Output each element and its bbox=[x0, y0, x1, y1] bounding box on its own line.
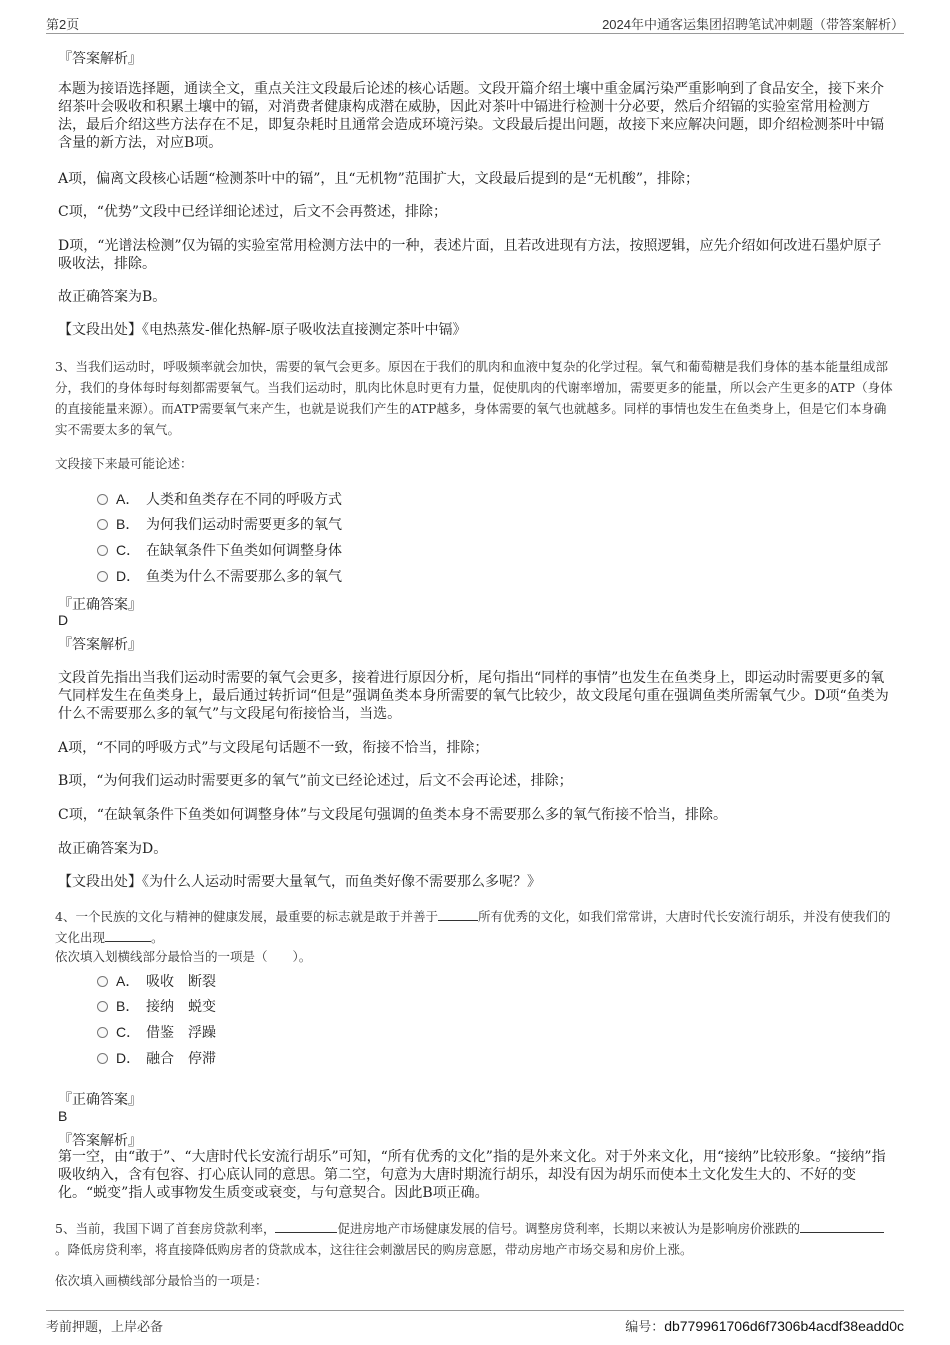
q4-analysis-paragraph: 第一空，由“敢于”、“大唐时代长安流行胡乐”可知，“所有优秀的文化”指的是外来文化。对于外来文化，用“接纳”比较形象。“接纳”指吸收纳入，含有包容、打心底认同的意思。第二空，句意为大唐时期流行胡乐，却没有因为胡乐而使本土文化发生大的、不好的变化。“蜕变”指人或事物发生质变或衰变，与句意契合。因此B项正确。 bbox=[58, 1149, 886, 1201]
q3-prompt: 文段接下来最可能论述： bbox=[55, 456, 193, 471]
q4-stem: 4、一个民族的文化与精神的健康发展，最重要的标志就是敢于并善于 所有优秀的文化，如我们常常讲，大唐时代长安流行胡乐，并没有使我们的文化出现 。 bbox=[55, 909, 891, 945]
q2-analysis-option-c: C项，“优势”文段中已经详细论述过，后文不会再赘述，排除； bbox=[58, 204, 448, 220]
document-title: 2024年中通客运集团招聘笔试冲刺题（带答案解析） bbox=[602, 17, 904, 32]
q5-prompt: 依次填入画横线部分最恰当的一项是： bbox=[55, 1273, 268, 1288]
q3-analysis-option-b: B项，“为何我们运动时需要更多的氧气”前文已经论述过，后文不会再论述，排除； bbox=[58, 773, 573, 789]
q2-analysis-option-a: A项，偏离文段核心话题“检测茶叶中的镉”，且“无机物”范围扩大，文段最后提到的是“无机酸”，排除； bbox=[58, 171, 700, 187]
q2-conclusion: 故正确答案为B。 bbox=[58, 289, 167, 305]
q4-option-a[interactable]: A． 吸收 断裂 bbox=[97, 972, 216, 991]
radio-icon[interactable] bbox=[97, 571, 108, 582]
q3-answer-label: 『正确答案』 bbox=[58, 597, 142, 613]
q3-source: 【文段出处】《为什么人运动时需要大量氧气，而鱼类好像不需要那么多呢？》 bbox=[58, 874, 541, 890]
q2-analysis-paragraph: 本题为接语选择题，通读全文，重点关注文段最后论述的核心话题。文段开篇介绍土壤中重金属污染严重影响到了食品安全，接下来介绍茶叶会吸收和积累土壤中的镉，对消费者健康构成潜在威胁，因此对茶叶中镉进行检测十分必要，然后介绍镉的实验室常用检测方法，最后介绍这些方法存在不足，即复杂耗时且通常会造成环境污染。文段最后提出问题，故接下来应解决问题，即介绍检测茶叶中镉含量的新方法，对应B项。 bbox=[58, 81, 884, 151]
fill-blank bbox=[105, 929, 151, 942]
q3-conclusion: 故正确答案为D。 bbox=[58, 841, 168, 857]
q3-option-c[interactable]: C． 在缺氧条件下鱼类如何调整身体 bbox=[97, 541, 342, 560]
q4-answer-label: 『正确答案』 bbox=[58, 1092, 142, 1108]
q4-option-d[interactable]: D． 融合 停滞 bbox=[97, 1049, 216, 1068]
page-footer bbox=[46, 1310, 904, 1341]
radio-icon[interactable] bbox=[97, 1053, 108, 1064]
q3-analysis-paragraph: 文段首先指出当我们运动时需要的氧气会更多，接着进行原因分析，尾句指出“同样的事情”也发生在鱼类身上，即运动时需要更多的氧气同样发生在鱼类身上，最后通过转折词“但是”强调鱼类本身所需要的氧气比较少，故文段尾句重在强调鱼类所需氧气少。D项“鱼类为什么不需要那么多的氧气”与文段尾句衔接恰当，当选。 bbox=[58, 670, 889, 722]
q3-stem: 3、当我们运动时，呼吸频率就会加快，需要的氧气会更多。原因在于我们的肌肉和血液中复杂的化学过程。氧气和葡萄糖是我们身体的基本能量组成部分，我们的身体每时每刻都需要氧气。当我们运动时，肌肉比休息时更有力量，促使肌肉的代谢率增加，需要更多的能量，所以会产生更多的ATP（身体的直接能量来源）。而ATP需要氧气来产生，也就是说我们产生的ATP越多，身体需要的氧气也就越多。同样的事情也发生在鱼类身上，但是它们本身确实不需要太多的氧气。 bbox=[55, 359, 893, 437]
q3-analysis-label: 『答案解析』 bbox=[58, 637, 142, 653]
radio-icon[interactable] bbox=[97, 1027, 108, 1038]
page-number: 第2页 bbox=[46, 17, 80, 32]
q2-source: 【文段出处】《电热蒸发-催化热解-原子吸收法直接测定茶叶中镉》 bbox=[58, 322, 467, 338]
radio-icon[interactable] bbox=[97, 519, 108, 530]
q2-analysis-label: 『答案解析』 bbox=[58, 51, 142, 67]
q3-option-d[interactable]: D． 鱼类为什么不需要那么多的氧气 bbox=[97, 567, 342, 586]
fill-blank bbox=[275, 1220, 337, 1233]
q4-prompt: 依次填入划横线部分最恰当的一项是（ ）。 bbox=[55, 949, 312, 964]
footer-slogan: 考前押题，上岸必备 bbox=[46, 1319, 164, 1334]
q4-answer: B bbox=[58, 1108, 68, 1124]
q3-analysis-option-c: C项，“在缺氧条件下鱼类如何调整身体”与文段尾句强调的鱼类本身不需要那么多的氧气衔接不恰当，排除。 bbox=[58, 807, 728, 823]
fill-blank bbox=[800, 1220, 884, 1233]
q2-analysis-option-d: D项，“光谱法检测”仅为镉的实验室常用检测方法中的一种，表述片面，且若改进现有方法，按照逻辑，应先介绍如何改进石墨炉原子吸收法，排除。 bbox=[58, 238, 882, 272]
radio-icon[interactable] bbox=[97, 545, 108, 556]
q4-analysis-label: 『答案解析』 bbox=[58, 1133, 142, 1149]
document-code: 编号：db779961706d6f7306b4acdf38eadd0c bbox=[625, 1318, 904, 1334]
radio-icon[interactable] bbox=[97, 976, 108, 987]
q3-analysis-option-a: A项，“不同的呼吸方式”与文段尾句话题不一致，衔接不恰当，排除； bbox=[58, 740, 489, 756]
q5-stem: 5、当前，我国下调了首套房贷款利率， 促进房地产市场健康发展的信号。调整房贷利率，长期以来被认为是影响房价涨跌的。降低房贷利率，将直接降低购房者的贷款成本，这往往会刺激居民的购房意愿，带动房地产市场交易和房价上涨。 bbox=[55, 1218, 893, 1260]
fill-blank bbox=[438, 908, 478, 921]
page-header bbox=[46, 11, 904, 34]
radio-icon[interactable] bbox=[97, 1001, 108, 1012]
q4-option-b[interactable]: B． 接纳 蜕变 bbox=[97, 997, 216, 1016]
q4-option-c[interactable]: C． 借鉴 浮躁 bbox=[97, 1023, 216, 1042]
radio-icon[interactable] bbox=[97, 494, 108, 505]
q3-answer: D bbox=[58, 612, 69, 628]
q3-option-a[interactable]: A． 人类和鱼类存在不同的呼吸方式 bbox=[97, 490, 342, 509]
q3-option-b[interactable]: B． 为何我们运动时需要更多的氧气 bbox=[97, 515, 342, 534]
